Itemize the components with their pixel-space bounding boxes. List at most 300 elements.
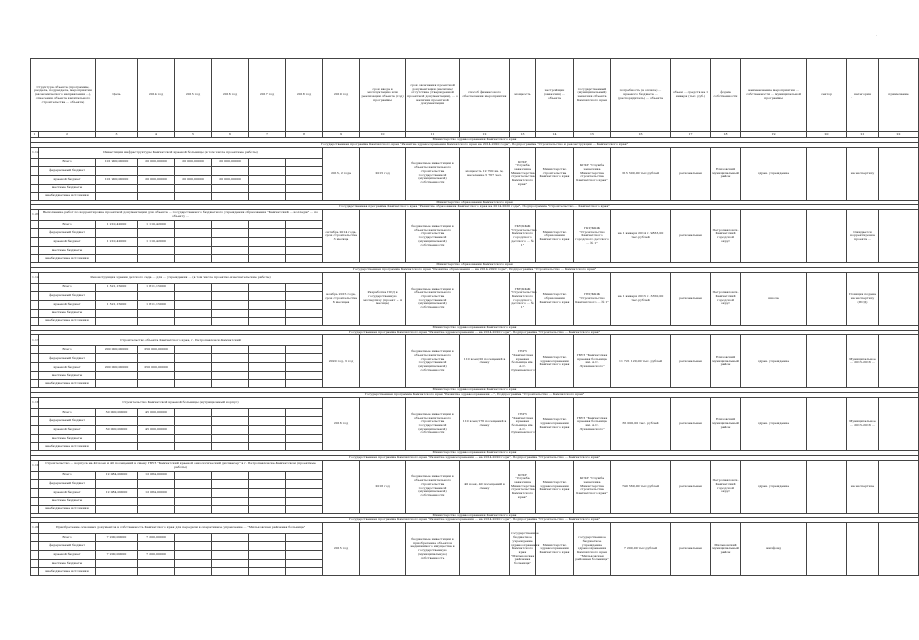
amount-2017 <box>249 372 286 380</box>
amount-2015 <box>175 291 212 300</box>
object-c10 <box>360 523 406 576</box>
indent-cell <box>31 221 39 229</box>
funding-source: федеральный бюджет <box>39 229 96 238</box>
object-c15: ГБУЗ "Камчатская краевая больница им. А.С. Лукашевского" <box>574 397 611 450</box>
amount-2014: 7 200,00000 <box>138 551 175 560</box>
object-c17: региональная <box>671 335 711 388</box>
column-number: 20 <box>807 132 847 138</box>
amount-2015 <box>175 479 212 488</box>
funding-source: краевой бюджет <box>39 300 96 309</box>
object-title-row <box>31 210 919 221</box>
amount-2018 <box>286 425 323 434</box>
amount-2016 <box>212 425 249 434</box>
amount-2014 <box>138 354 175 363</box>
amount-2018 <box>286 300 323 309</box>
column-number: 18 <box>711 132 741 138</box>
indent-cell <box>31 309 39 317</box>
object-c17: региональная <box>671 460 711 513</box>
amount-2016 <box>212 497 249 505</box>
object-c10: 2016 год <box>360 460 406 513</box>
amount-2018 <box>286 416 323 425</box>
object-number: 1.19 <box>31 460 39 471</box>
amount-2017 <box>249 255 286 263</box>
amount-2016 <box>212 192 249 200</box>
object-c9 <box>323 460 360 513</box>
object-c14: Министерство образования Камчатского края <box>536 210 574 263</box>
amount-2015 <box>175 354 212 363</box>
object-c16: на 1 января 2014 г. 9833,00 тыс.рублей <box>611 210 671 263</box>
ministry-band: Министерство здравоохранения Камчатского края <box>31 450 919 455</box>
amount-2014 <box>138 442 175 450</box>
amount-2018 <box>286 408 323 416</box>
funding-source: федеральный бюджет <box>39 354 96 363</box>
amount-2015 <box>175 505 212 513</box>
funding-source: краевой бюджет <box>39 425 96 434</box>
object-title: Инвестиции инфраструктуры Камчатской краевой больницы (в том числе проектные работы) <box>39 147 323 158</box>
amount-total: 1 210,42000 <box>96 238 138 247</box>
amount-2015 <box>175 363 212 372</box>
program-band: Государственная программа Камчатского края "Развитие здравоохранения ... на 2014-2020 годы", Подпрограмма "Строительство ... Камчатского края" <box>31 518 919 523</box>
object-title-row <box>31 523 919 534</box>
amount-2016 <box>212 505 249 513</box>
amount-2018 <box>286 542 323 551</box>
amount-2015 <box>175 551 212 560</box>
object-c16: 11 721 120,00 тыс. рублей <box>611 335 671 388</box>
object-c10: Разработка ПСД в государственную экспертизу (проект ~ 4 месяца) <box>360 272 406 325</box>
amount-2017 <box>249 560 286 568</box>
amount-2014: 45 000,00000 <box>138 408 175 416</box>
object-c20 <box>807 460 847 513</box>
amount-2018 <box>286 291 323 300</box>
column-number: 22 <box>879 132 919 138</box>
amount-2018 <box>286 363 323 372</box>
object-c14: Министерство здравоохранения Камчатского края <box>536 460 574 513</box>
amount-2017 <box>249 488 286 497</box>
object-c9: 2016 год <box>323 397 360 450</box>
amount-2014 <box>138 560 175 568</box>
object-c9: 2015 год <box>323 523 360 576</box>
amount-2015 <box>175 317 212 325</box>
amount-2018 <box>286 505 323 513</box>
object-number: 1.23 <box>31 210 39 221</box>
amount-2014 <box>138 380 175 388</box>
indent-cell <box>31 175 39 184</box>
amount-2015 <box>175 380 212 388</box>
header-row <box>31 59 919 132</box>
amount-total <box>96 434 138 442</box>
funding-source: Всего <box>39 158 96 166</box>
object-c21: Муниципальное ... 2015-2016 ... <box>847 397 879 450</box>
amount-2015 <box>175 442 212 450</box>
header-cell: Структура объекта (программы, раздела, подраздела, мероприятия (экономического направления ...), отнесения объекта капитального строительства ... объекта) <box>31 59 96 132</box>
amount-2016 <box>212 434 249 442</box>
amount-2014: 12 084,00000 <box>138 471 175 479</box>
funding-source: местные бюджеты <box>39 560 96 568</box>
amount-2017 <box>249 551 286 560</box>
amount-2018 <box>286 346 323 354</box>
header-cell: 2018 год <box>286 59 323 132</box>
column-number: 7 <box>249 132 286 138</box>
column-number: 8 <box>286 132 323 138</box>
object-c20 <box>807 397 847 450</box>
object-c19: жилфонд <box>741 523 807 576</box>
amount-2018 <box>286 568 323 576</box>
amount-2014: 250 000,00000 <box>138 363 175 372</box>
amount-2017 <box>249 283 286 291</box>
amount-2017 <box>249 416 286 425</box>
amount-total <box>96 354 138 363</box>
investment-table <box>30 58 919 576</box>
object-c21: Позиция подана на экспертизу (ПСД) <box>847 272 879 325</box>
amount-2018 <box>286 471 323 479</box>
amount-total: 7 200,00000 <box>96 551 138 560</box>
indent-cell <box>31 568 39 576</box>
object-c18: Петропавловск-Камчатский городской округ <box>711 460 741 513</box>
object-c22 <box>879 272 919 325</box>
funding-source: внебюджетные источники <box>39 192 96 200</box>
amount-2014 <box>138 184 175 192</box>
object-c9: октябрь 2014 года, срок строительства 3 месяца <box>323 210 360 263</box>
amount-2017 <box>249 380 286 388</box>
object-c16: на 1 января 2015 г. 3350,00 тыс.рублей <box>611 272 671 325</box>
funding-source: федеральный бюджет <box>39 542 96 551</box>
amount-2014 <box>138 309 175 317</box>
amount-total: 101 900,00000 <box>96 158 138 166</box>
amount-2017 <box>249 158 286 166</box>
amount-2015 <box>175 542 212 551</box>
indent-cell <box>31 255 39 263</box>
amount-2015 <box>175 425 212 434</box>
amount-2017 <box>249 354 286 363</box>
amount-2016 <box>212 184 249 192</box>
amount-2014: 250 000,00000 <box>138 346 175 354</box>
object-c14: Министерство здравоохранения Камчатского края <box>536 335 574 388</box>
amount-2016 <box>212 380 249 388</box>
object-c21: на экспертизе <box>847 460 879 513</box>
amount-2017 <box>249 408 286 416</box>
amount-2017 <box>249 505 286 513</box>
object-c22 <box>879 147 919 200</box>
ministry-band: Министерство здравоохранения Камчатского края <box>31 138 919 143</box>
object-c10 <box>360 397 406 450</box>
ministry-band: Министерство здравоохранения Камчатского края <box>31 325 919 330</box>
amount-2018 <box>286 192 323 200</box>
header-cell: наименование мероприятия ... собственности ... муниципальной программы <box>741 59 807 132</box>
object-c12: мощность 12 700 кв. м, население 5 767 чел. <box>460 147 510 200</box>
object-c20 <box>807 272 847 325</box>
object-c13: ГКУ/ККЖ "Строительство Камчатского городского детского ... № 1" <box>510 210 536 263</box>
amount-2018 <box>286 488 323 497</box>
amount-2018 <box>286 229 323 238</box>
amount-2015 <box>175 416 212 425</box>
program-band: Государственная программа Камчатского края "Развитие здравоохранения ... на 2014-2020 годы", Подпрограмма "Строительство ... Камчатского края" <box>31 455 919 460</box>
amount-2017 <box>249 300 286 309</box>
amount-2015 <box>175 221 212 229</box>
amount-2016: 20 000,00000 <box>212 175 249 184</box>
indent-cell <box>31 542 39 551</box>
object-title: Приобретение основных документов в собственность Камчатского края для передачи в оперативное управление ... "Мильковская районная больница" <box>39 523 323 534</box>
object-c21: на экспертизу <box>847 147 879 200</box>
header-cell: 2016 год <box>212 59 249 132</box>
amount-2015 <box>175 408 212 416</box>
header-cell: срок окончания проектной документации (наличие/отсутствие утвержденной проектной документации), ... о наличии проектной документации <box>406 59 460 132</box>
column-number: 19 <box>741 132 807 138</box>
funding-source: местные бюджеты <box>39 434 96 442</box>
amount-2018 <box>286 238 323 247</box>
amount-2015 <box>175 255 212 263</box>
amount-total <box>96 560 138 568</box>
object-c15: ГБУЗ "Камчатская краевая больница им. А.С. Лукашевского" <box>574 335 611 388</box>
amount-2014 <box>138 505 175 513</box>
funding-source: местные бюджеты <box>39 372 96 380</box>
amount-2017 <box>249 534 286 542</box>
amount-2014: 1 110,42000 <box>138 221 175 229</box>
amount-2016 <box>212 291 249 300</box>
object-c21 <box>847 523 879 576</box>
amount-total: 12 084,00000 <box>96 488 138 497</box>
amount-2015 <box>175 229 212 238</box>
amount-2016 <box>212 479 249 488</box>
indent-cell <box>31 551 39 560</box>
amount-2016 <box>212 363 249 372</box>
amount-2016: 20 000,00000 <box>212 158 249 166</box>
object-c15: государственное бюджетное учреждение здравоохранения Камчатского края "Мильковская районная больница" <box>574 523 611 576</box>
indent-cell <box>31 479 39 488</box>
object-c11: бюджетные инвестиции в объекты капитального строительства государственной (муниципальной) собственности <box>406 460 460 513</box>
amount-2018 <box>286 434 323 442</box>
amount-2016 <box>212 354 249 363</box>
amount-2016 <box>212 372 249 380</box>
amount-2015: 20 000,00000 <box>175 175 212 184</box>
amount-total <box>96 247 138 255</box>
amount-2018 <box>286 497 323 505</box>
indent-cell <box>31 192 39 200</box>
object-c18: Елизовский муниципальный район <box>711 397 741 450</box>
amount-total: 1 521,15000 <box>96 283 138 291</box>
amount-2017 <box>249 479 286 488</box>
column-number: 9 <box>323 132 360 138</box>
amount-2014: 1 811,15000 <box>138 300 175 309</box>
indent-cell <box>31 300 39 309</box>
amount-2018 <box>286 309 323 317</box>
object-c19: здрав. учреждение <box>741 147 807 200</box>
header-cell: срок ввода в эксплуатацию или реализации объекта (год) программы <box>360 59 406 132</box>
amount-2015: 20 000,00000 <box>175 158 212 166</box>
amount-2018 <box>286 283 323 291</box>
object-number: 1.18 <box>31 397 39 408</box>
amount-2017 <box>249 497 286 505</box>
amount-2015 <box>175 560 212 568</box>
object-number: 1.17 <box>31 335 39 346</box>
column-number: 17 <box>671 132 711 138</box>
column-number: 4 <box>138 132 175 138</box>
object-c16: 315 500,00 тыс.рублей <box>611 147 671 200</box>
amount-2015 <box>175 238 212 247</box>
header-cell: 2015 год <box>175 59 212 132</box>
indent-cell <box>31 497 39 505</box>
amount-2014 <box>138 255 175 263</box>
amount-2014 <box>138 434 175 442</box>
object-c13: ГБУЗ "Камчатская краевая больница им. А.С. Лукашевского" <box>510 397 536 450</box>
amount-2017 <box>249 471 286 479</box>
header-cell: застройщик (заказчик) ... объекта <box>536 59 574 132</box>
amount-total <box>96 416 138 425</box>
amount-2014 <box>138 542 175 551</box>
object-title-row <box>31 147 919 158</box>
amount-2015 <box>175 309 212 317</box>
object-c11: бюджетные инвестиции в объекты капитального строительства государственной (муниципальной) собственности <box>406 147 460 200</box>
amount-2018 <box>286 158 323 166</box>
funding-source: Всего <box>39 283 96 291</box>
amount-total <box>96 192 138 200</box>
amount-2017 <box>249 317 286 325</box>
funding-source: Всего <box>39 408 96 416</box>
amount-2014: 1 811,15000 <box>138 283 175 291</box>
header-cell: потребность (в оплате) ... краевого бюджета ... (распорядитель) ... объекта <box>611 59 671 132</box>
amount-2016 <box>212 346 249 354</box>
amount-2014: 12 084,00000 <box>138 488 175 497</box>
object-c12: 110 коек/176 посещений в смену <box>460 397 510 450</box>
object-c20 <box>807 523 847 576</box>
ministry-band: Министерство образования Камчатского края <box>31 200 919 205</box>
funding-source: внебюджетные источники <box>39 317 96 325</box>
scan-speck: · <box>876 33 878 38</box>
header-cell: примечание <box>879 59 919 132</box>
amount-2016 <box>212 166 249 175</box>
header-cell: способ финансового обеспечения мероприятия <box>460 59 510 132</box>
amount-2014 <box>138 247 175 255</box>
amount-2018 <box>286 166 323 175</box>
ministry-band: Министерство образования Камчатского края <box>31 263 919 268</box>
object-c22 <box>879 460 919 513</box>
object-title-row <box>31 272 919 283</box>
amount-2014: 7 200,00000 <box>138 534 175 542</box>
object-c19: здрав. учреждение <box>741 460 807 513</box>
funding-source: местные бюджеты <box>39 309 96 317</box>
indent-cell <box>31 471 39 479</box>
program-band: Государственная программа Камчатского края "Развитие образования ... на 2014-2020 годы", Подпрограмма "Строительство ... Камчатского края" <box>31 267 919 272</box>
indent-cell <box>31 425 39 434</box>
program-band: Государственная программа Камчатского края "Развитие здравоохранения ... на 2014-2020 годы", Подпрограмма "Строительство ... Камчатского края" <box>31 330 919 335</box>
object-c11: бюджетные инвестиции в объекты капитального строительства государственной (муниципальной) собственности <box>406 210 460 263</box>
amount-2017 <box>249 425 286 434</box>
amount-2017 <box>249 434 286 442</box>
amount-total: 50 000,00000 <box>96 408 138 416</box>
amount-2018 <box>286 372 323 380</box>
funding-source: федеральный бюджет <box>39 166 96 175</box>
amount-total <box>96 568 138 576</box>
object-c18: Петропавловск-Камчатский городской округ <box>711 210 741 263</box>
indent-cell <box>31 346 39 354</box>
funding-source: местные бюджеты <box>39 247 96 255</box>
object-c14: Министерство здравоохранения Камчатского края <box>536 523 574 576</box>
object-c17: региональная <box>671 397 711 450</box>
amount-total: 200 000,00000 <box>96 363 138 372</box>
amount-2017 <box>249 175 286 184</box>
indent-cell <box>31 283 39 291</box>
amount-2014: 45 000,00000 <box>138 425 175 434</box>
funding-source: Всего <box>39 346 96 354</box>
amount-2016 <box>212 568 249 576</box>
program-band: Государственная программа Камчатского края "Развитие образования Камчатского края на 2014-2020 годы", Подпрограмма "Строительство ... Камчатского края" <box>31 205 919 210</box>
amount-2015 <box>175 488 212 497</box>
object-c21: Ожидается корректировка проекта ... <box>847 210 879 263</box>
indent-cell <box>31 166 39 175</box>
funding-source: внебюджетные источники <box>39 442 96 450</box>
amount-2018 <box>286 354 323 363</box>
indent-cell <box>31 158 39 166</box>
indent-cell <box>31 505 39 513</box>
object-c10 <box>360 210 406 263</box>
object-c22 <box>879 523 919 576</box>
column-number: 2 <box>39 132 96 138</box>
funding-source: федеральный бюджет <box>39 291 96 300</box>
header-cell: объем ... средств на 1 января (тыс. руб.) <box>671 59 711 132</box>
object-c17: региональная <box>671 210 711 263</box>
amount-2015 <box>175 534 212 542</box>
object-c11: бюджетные инвестиции в объекты капитального строительства государственной (муниципальной) собственности <box>406 397 460 450</box>
amount-2018 <box>286 560 323 568</box>
object-title: Строительство Камчатской краевой больницы (нутриционный корпус) <box>39 397 323 408</box>
amount-total <box>96 542 138 551</box>
object-c16: 65 000,00 тыс. рублей <box>611 397 671 450</box>
object-c17: региональная <box>671 523 711 576</box>
amount-2016 <box>212 238 249 247</box>
amount-total: 12 084,00000 <box>96 471 138 479</box>
object-c13: ГБУ/ККЖ "Строительство Камчатского городского детского ... № 1" <box>510 272 536 325</box>
amount-2017 <box>249 221 286 229</box>
amount-2017 <box>249 363 286 372</box>
amount-2016 <box>212 247 249 255</box>
funding-source: местные бюджеты <box>39 497 96 505</box>
amount-2016 <box>212 317 249 325</box>
amount-total: 7 200,00000 <box>96 534 138 542</box>
column-number: 15 <box>574 132 611 138</box>
amount-2014 <box>138 372 175 380</box>
amount-2017 <box>249 247 286 255</box>
object-c11: бюджетные инвестиции в объекты капитального строительства государственной (муниципальной) собственности <box>406 272 460 325</box>
object-c13: ГБУЗ "Камчатская краевая больница им. А.С. Лукашевского" <box>510 335 536 388</box>
object-c20 <box>807 147 847 200</box>
amount-2017 <box>249 238 286 247</box>
amount-2015 <box>175 497 212 505</box>
object-c17: региональная <box>671 147 711 200</box>
object-number: 1.20 <box>31 523 39 534</box>
funding-source: внебюджетные источники <box>39 505 96 513</box>
object-c14: Министерство образования Камчатского края <box>536 272 574 325</box>
object-c16: 740 569,00 тыс.рублей <box>611 460 671 513</box>
indent-cell <box>31 247 39 255</box>
amount-total: 1 521,15000 <box>96 300 138 309</box>
amount-2017 <box>249 166 286 175</box>
amount-2014 <box>138 497 175 505</box>
object-title-row <box>31 335 919 346</box>
header-cell: мощность <box>510 59 536 132</box>
funding-source: краевой бюджет <box>39 551 96 560</box>
amount-2016 <box>212 283 249 291</box>
amount-total <box>96 442 138 450</box>
object-c22 <box>879 335 919 388</box>
funding-source: местные бюджеты <box>39 184 96 192</box>
object-c22 <box>879 210 919 263</box>
amount-total <box>96 505 138 513</box>
indent-cell <box>31 416 39 425</box>
scan-speck: · <box>851 95 853 100</box>
object-c12 <box>460 523 510 576</box>
funding-source: Всего <box>39 221 96 229</box>
object-c13: КГКУ "Служба заказчика Министерства строительства Камчатского края" <box>510 147 536 200</box>
ministry-band: Министерство здравоохранения Камчатского края <box>31 388 919 393</box>
